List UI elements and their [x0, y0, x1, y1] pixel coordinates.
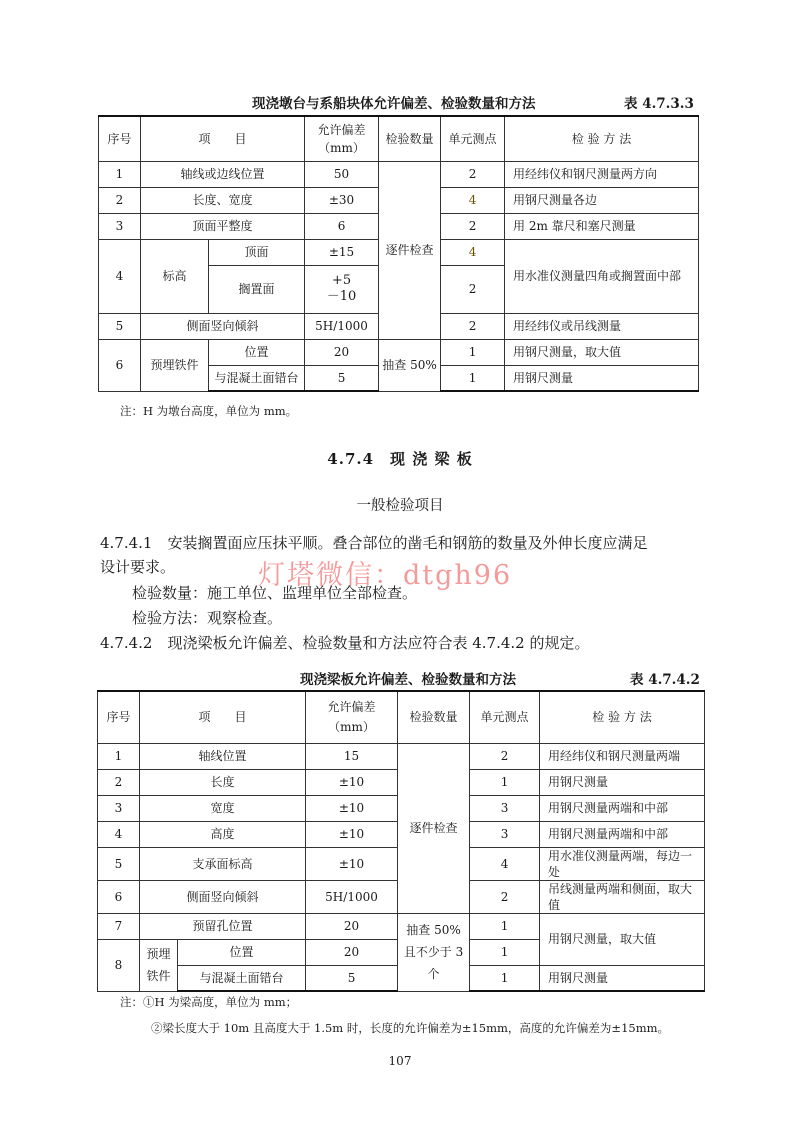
cell-subitem: 位置: [178, 939, 306, 965]
table1: [98, 115, 699, 392]
table2-note-1: 注：①H 为梁高度，单位为 mm；: [120, 995, 298, 1009]
cell-points: 2: [470, 743, 540, 769]
cell-method: 吊线测量两端和侧面，取大值: [540, 880, 705, 913]
header-method: 检 验 方 法: [540, 691, 705, 743]
cell-method: 用水准仪测量两端，每边一处: [540, 847, 705, 880]
cell-subitem: 顶面: [209, 239, 305, 265]
clause-4741-line1: 4.7.4.1 安装搁置面应压抹平顺。叠合部位的凿毛和钢筋的数量及外伸长度应满足: [100, 534, 648, 552]
cell-no: 4: [99, 239, 141, 313]
cell-tolerance: 50: [305, 161, 379, 187]
header-quantity: 检验数量: [379, 116, 441, 161]
cell-points: 1: [470, 769, 540, 795]
cell-item: 长度、宽度: [141, 187, 305, 213]
cell-no: 7: [98, 913, 140, 939]
header-points: 单元测点: [470, 691, 540, 743]
cell-item: 侧面竖向倾斜: [141, 313, 305, 339]
cell-points: 4: [470, 847, 540, 880]
section-title: 4.7.4 现 浇 梁 板: [327, 450, 473, 468]
clause-4741-line2: 设计要求。: [100, 558, 176, 576]
table-header-row: [98, 691, 705, 743]
table1-number: 表 4.7.3.3: [624, 96, 694, 112]
tolerance-upper: +5: [331, 273, 352, 288]
cell-method: 用经纬仪和钢尺测量两端: [540, 743, 705, 769]
cell-points: 2: [441, 265, 505, 313]
header-points: 单元测点: [441, 116, 505, 161]
clause-4742: 4.7.4.2 现浇梁板允许偏差、检验数量和方法应符合表 4.7.4.2 的规定。: [100, 634, 590, 652]
cell-item: 宽度: [140, 795, 306, 821]
cell-item: 高度: [140, 821, 306, 847]
cell-no: 6: [99, 339, 141, 391]
cell-method: 用 2m 靠尺和塞尺测量: [505, 213, 699, 239]
cell-points: 1: [470, 913, 540, 939]
table1-note: 注：H 为墩台高度，单位为 mm。: [120, 404, 298, 418]
cell-points: 2: [441, 313, 505, 339]
cell-item: 长度: [140, 769, 306, 795]
cell-points: 4: [441, 187, 505, 213]
header-no: 序号: [98, 691, 140, 743]
table2-number: 表 4.7.4.2: [630, 672, 700, 688]
header-item: 项 目: [141, 116, 305, 161]
cell-method: 用钢尺测量: [540, 965, 705, 991]
tolerance-lower: －10: [326, 289, 357, 304]
cell-tolerance: [305, 265, 379, 313]
cell-no: 5: [99, 313, 141, 339]
cell-tolerance: 6: [305, 213, 379, 239]
cell-item: 侧面竖向倾斜: [140, 880, 306, 913]
cell-tolerance: ±15: [305, 239, 379, 265]
cell-method: 用钢尺测量各边: [505, 187, 699, 213]
cell-no: 1: [99, 161, 141, 187]
table-row: [98, 743, 705, 769]
cell-item: 支承面标高: [140, 847, 306, 880]
cell-method: 用钢尺测量，取大值: [540, 913, 705, 965]
cell-points: 2: [470, 880, 540, 913]
header-tolerance: 允许偏差 （mm）: [306, 691, 398, 743]
cell-no: 8: [98, 939, 140, 991]
cell-method: 用钢尺测量，取大值: [505, 339, 699, 365]
clause-4741-quantity: 检验数量：施工单位、监理单位全部检查。: [132, 584, 418, 602]
cell-subitem: 位置: [209, 339, 305, 365]
cell-tolerance: 5: [306, 965, 398, 991]
cell-points: 1: [470, 965, 540, 991]
cell-points: 4: [441, 239, 505, 265]
cell-tolerance: 20: [306, 939, 398, 965]
cell-method: 用钢尺测量两端和中部: [540, 795, 705, 821]
cell-points: 3: [470, 821, 540, 847]
cell-tolerance: ±10: [306, 769, 398, 795]
table-row: [99, 339, 699, 365]
clause-4741-method: 检验方法：观察检查。: [132, 609, 283, 627]
header-method: 检 验 方 法: [505, 116, 699, 161]
cell-item: 预埋铁件: [141, 339, 209, 391]
table-header-row: [99, 116, 699, 161]
cell-points: 3: [470, 795, 540, 821]
cell-item: 顶面平整度: [141, 213, 305, 239]
cell-method: 用钢尺测量: [505, 365, 699, 391]
cell-method: 用钢尺测量两端和中部: [540, 821, 705, 847]
cell-no: 2: [98, 769, 140, 795]
cell-tolerance: 20: [306, 913, 398, 939]
cell-no: 3: [98, 795, 140, 821]
section-subtitle: 一般检验项目: [356, 498, 444, 514]
cell-subitem: 与混凝土面错台: [178, 965, 306, 991]
cell-method: 用经纬仪或吊线测量: [505, 313, 699, 339]
cell-tolerance: ±10: [306, 795, 398, 821]
cell-method: 用经纬仪和钢尺测量两方向: [505, 161, 699, 187]
cell-no: 2: [99, 187, 141, 213]
header-item: 项 目: [140, 691, 306, 743]
cell-no: 1: [98, 743, 140, 769]
cell-tolerance: ±10: [306, 847, 398, 880]
cell-item: 标高: [141, 239, 209, 313]
table2: [97, 690, 705, 992]
cell-item: 预埋铁件: [140, 939, 178, 991]
cell-tolerance: 15: [306, 743, 398, 769]
cell-tolerance: 5H/1000: [305, 313, 379, 339]
cell-tolerance: 20: [305, 339, 379, 365]
cell-no: 5: [98, 847, 140, 880]
header-no: 序号: [99, 116, 141, 161]
cell-quantity: 逐件检查: [379, 161, 441, 339]
table2-caption: 现浇梁板允许偏差、检验数量和方法: [300, 672, 516, 688]
cell-tolerance: ±30: [305, 187, 379, 213]
cell-tolerance: 5H/1000: [306, 880, 398, 913]
cell-item: 轴线位置: [140, 743, 306, 769]
cell-points: 1: [470, 939, 540, 965]
cell-points: 2: [441, 213, 505, 239]
cell-method: 用水准仪测量四角或搁置面中部: [505, 239, 699, 313]
cell-points: 2: [441, 161, 505, 187]
watermark: 灯塔微信：dtgh96: [258, 560, 513, 591]
cell-item: 轴线或边线位置: [141, 161, 305, 187]
table1-caption: 现浇墩台与系船块体允许偏差、检验数量和方法: [252, 96, 536, 112]
cell-quantity: 抽查 50%且不少于 3 个: [398, 913, 470, 991]
cell-no: 4: [98, 821, 140, 847]
cell-subitem: 与混凝土面错台: [209, 365, 305, 391]
cell-no: 3: [99, 213, 141, 239]
header-tolerance: 允许偏差 （mm）: [305, 116, 379, 161]
cell-subitem: 搁置面: [209, 265, 305, 313]
cell-item: 预留孔位置: [140, 913, 306, 939]
table-row: [98, 913, 705, 939]
cell-method: 用钢尺测量: [540, 769, 705, 795]
page-number: 107: [388, 1054, 412, 1068]
table2-note-2: ②梁长度大于 10m 且高度大于 1.5m 时，长度的允许偏差为±15mm，高度的允许偏差为±15mm。: [151, 1021, 670, 1035]
table-row: [99, 161, 699, 187]
cell-no: 6: [98, 880, 140, 913]
cell-quantity: 抽查 50%: [379, 339, 441, 391]
header-quantity: 检验数量: [398, 691, 470, 743]
cell-quantity: 逐件检查: [398, 743, 470, 913]
cell-tolerance: ±10: [306, 821, 398, 847]
cell-tolerance: 5: [305, 365, 379, 391]
cell-points: 1: [441, 365, 505, 391]
cell-points: 1: [441, 339, 505, 365]
